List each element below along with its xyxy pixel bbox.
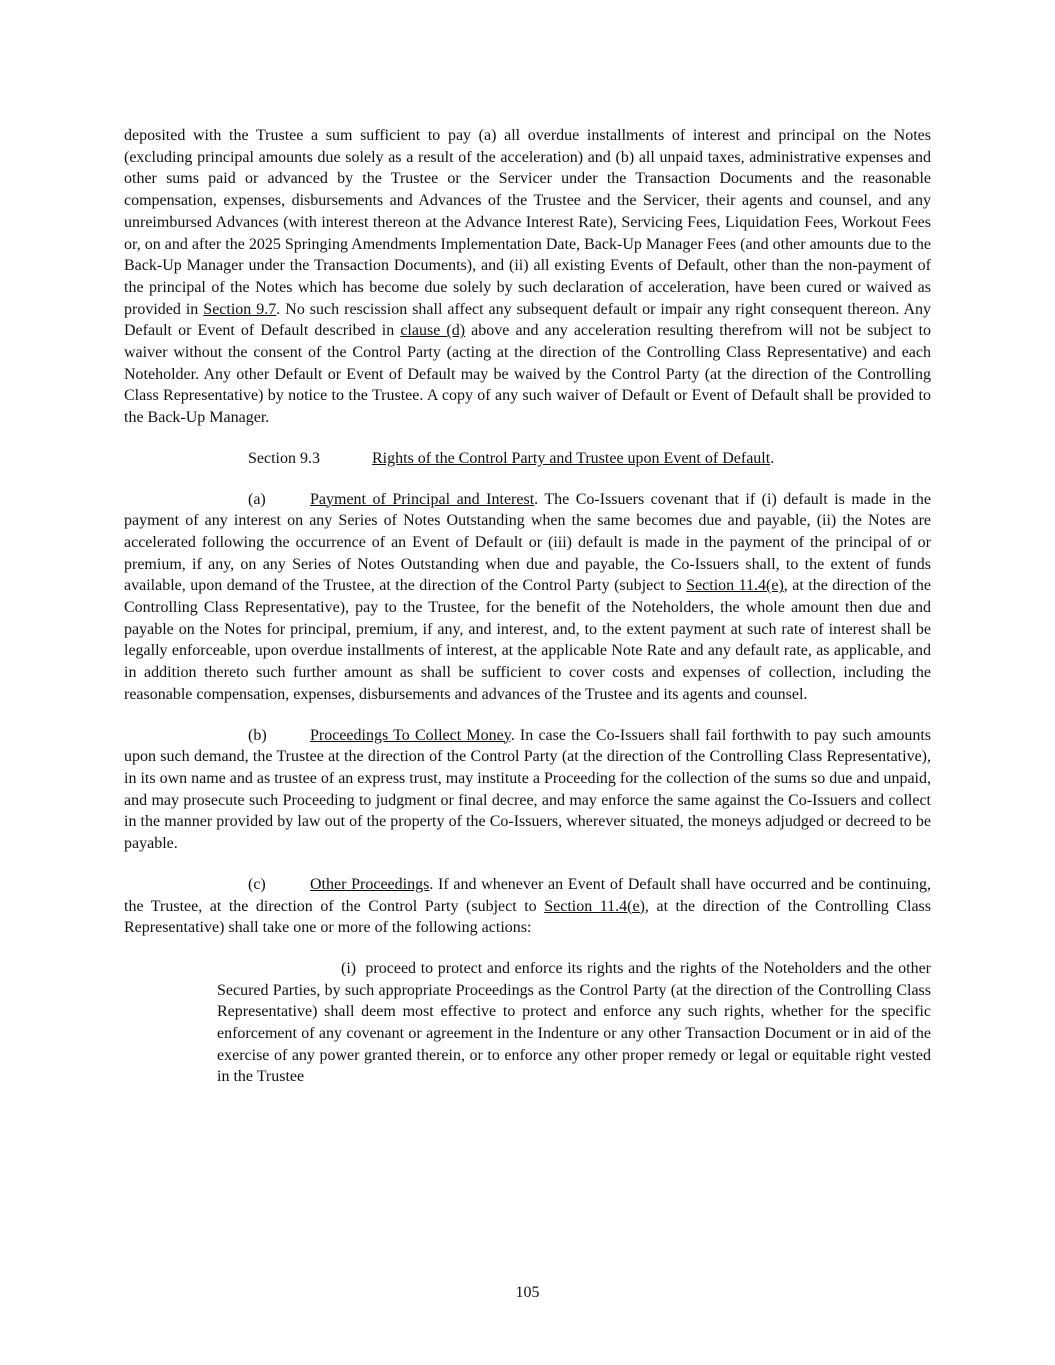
text-run: deposited with the Trustee a sum sufficient to pay (a) all overdue installments of interest and principal on the Notes (excluding principal amounts due solely as a result of the acceleration) and (b) all unpaid taxes, administrative expenses and other sums paid or advanced by the Trustee or the Servicer under the Transaction Documents and the reasonable compensation, expenses, disbursements and Advances of the Trustee and the Servicer, their agents and counsel, and any unreimbursed Advances (with interest thereon at the Advance Interest Rate), Servicing Fees, Liquidation Fees, Workout Fees or, on and after the 2025 Springing Amendments Implementation Date, Back-Up Manager Fees (and other amounts due to the Back-Up Manager under the Transaction Documents), and (ii) all existing Events of Default, other than the non-payment of the principal of the Notes which has become due solely by such declaration of acceleration, have been cured or waived as provided in	[124, 127, 931, 318]
section-heading	[124, 448, 931, 470]
text-run: above and any acceleration resulting therefrom will not be subject to waiver without the consent of the Control Party (acting at the direction of the Controlling Class Representative) and each Noteholder. Any other Default or Event of Default may be waived by the Control Party (at the direction of the Controlling Class Representative) by notice to the Trustee. A copy of any such waiver of Default or Event of Default shall be provided to the Back-Up Manager.	[124, 322, 932, 427]
section-11-4e-reference: Section 11.4(e)	[686, 577, 784, 595]
paragraph-b	[124, 725, 931, 855]
text-run: . If and whenever an Event of Default shall have occurred and be continuing, the Trustee, at the direction of the Control Party (subject to	[124, 875, 931, 915]
section-number: Section 9.3	[248, 449, 320, 467]
text-run: , at the direction of the Controlling Class Representative), pay to the Trustee, for the benefit of the Noteholders, the whole amount then due and payable on the Notes for principal, premium, if any, and interest, and, to the extent payment at such rate of interest shall be legally enforceable, upon overdue installments of interest, at the applicable Note Rate and any default rate, as applicable, and in addition thereto such further amount as shall be sufficient to cover costs and expenses of collection, including the reasonable compensation, expenses, disbursements and advances of the Trustee and its agents and counsel.	[124, 577, 932, 703]
text-run: . In case the Co-Issuers shall fail forthwith to pay such amounts upon such demand, the Trustee at the direction of the Control Party (at the direction of the Controlling Class Representative), in its own name and as trustee of an express trust, may institute a Proceeding for the collection of the sums so due and unpaid, and may prosecute such Proceeding to judgment or final decree, and may enforce the same against the Co-Issuers and collect in the manner provided by law out of the property of the Co-Issuers, wherever situated, the moneys adjudged or decreed to be payable.	[124, 726, 931, 853]
paragraph-a	[124, 489, 931, 706]
subparagraph-i	[217, 958, 931, 1088]
paragraph-a-label: (a)	[248, 490, 266, 508]
paragraph-continuation	[124, 125, 931, 429]
text-run: proceed to protect and enforce its rights and the rights of the Noteholders and the other Secured Parties, by such appropriate Proceedings as the Control Party (at the direction of the Controlling Class Representative) shall deem most effective to protect and enforce any such rights, whether for the specific enforcement of any covenant or agreement in the Indenture or any other Transaction Document or in aid of the exercise of any power granted therein, or to enforce any other proper remedy or legal or equitable right vested in the Trustee	[217, 959, 932, 1086]
text-run: . The Co-Issuers covenant that if (i) default is made in the payment of any interest on any Series of Notes Outstanding when the same becomes due and payable, (ii) the Notes are accelerated following the occurrence of an Event of Default or (iii) default is made in the payment of the principal of or premium, if any, on any Series of Notes Outstanding when due and payable, the Co-Issuers shall, to the extent of funds available, upon demand of the Trustee, at the direction of the Control Party (subject to	[124, 490, 931, 595]
paragraph-b-label: (b)	[248, 726, 267, 744]
section-title-period: .	[770, 449, 775, 467]
paragraph-b-title: Proceedings To Collect Money	[310, 726, 511, 744]
section-title: Rights of the Control Party and Trustee upon Event of Default	[372, 449, 771, 467]
document-page	[124, 125, 931, 1088]
section-9-7-reference: Section 9.7	[203, 300, 277, 318]
paragraph-c	[124, 874, 931, 939]
section-11-4e-reference: Section 11.4(e)	[544, 897, 645, 915]
paragraph-c-title: Other Proceedings	[310, 875, 430, 893]
text-run: . No such rescission shall affect any subsequent default or impair any right consequent thereon. Any Default or Event of Default described in	[124, 300, 932, 340]
paragraph-a-title: Payment of Principal and Interest	[310, 490, 535, 508]
text-run: , at the direction of the Controlling Class Representative) shall take one or more of the following actions:	[124, 897, 931, 937]
paragraph-c-label: (c)	[248, 875, 266, 893]
subparagraph-i-label: (i)	[341, 959, 357, 977]
clause-d-reference: clause (d)	[400, 322, 466, 340]
page-number: 105	[515, 1284, 540, 1301]
